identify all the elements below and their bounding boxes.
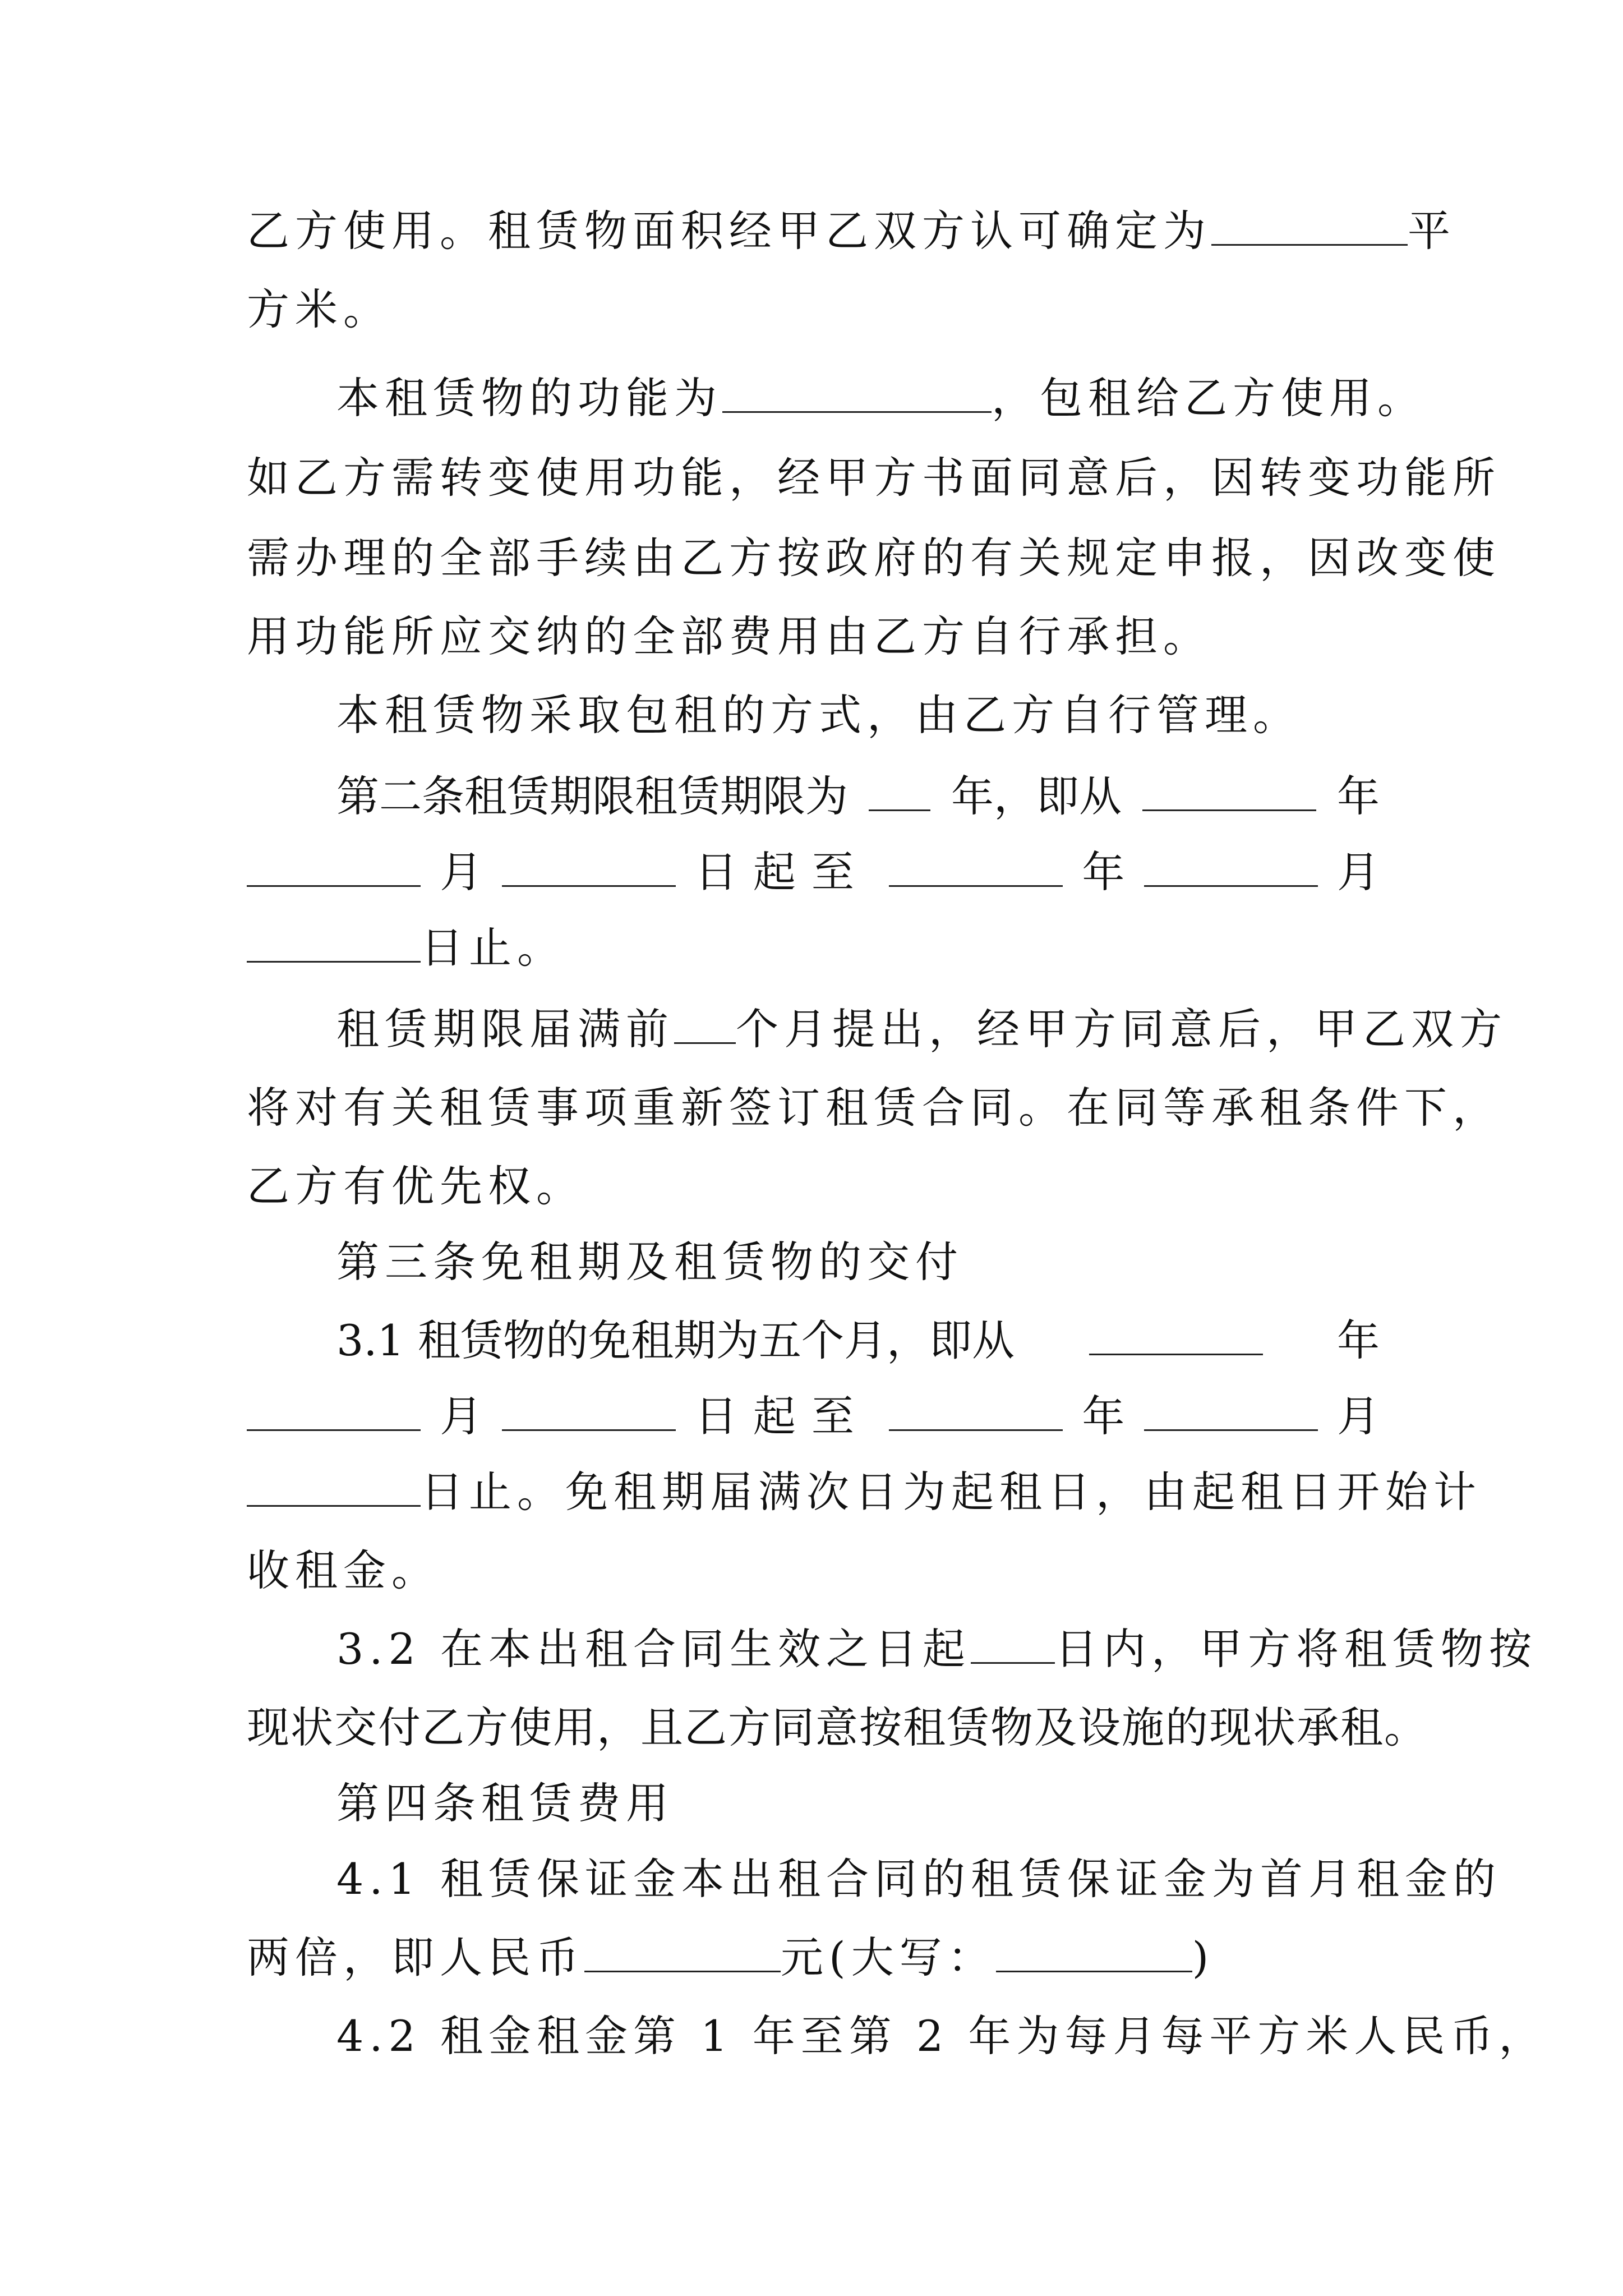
paragraph-line — [247, 276, 1380, 343]
text-segment: 两倍，即人民币 — [247, 1932, 584, 1982]
paragraph-line — [247, 1537, 1380, 1604]
fill-blank — [1089, 1319, 1263, 1355]
paragraph-line — [247, 1924, 1380, 1991]
text-segment: 第三条免租期及租赁物的交付 — [336, 1237, 963, 1287]
text-segment: 3.2 在本出租合同生效之日起 — [336, 1624, 971, 1674]
paragraph-line — [336, 1616, 1538, 1683]
paragraph-line — [336, 2003, 1547, 2070]
text-segment: 年 — [1337, 1315, 1380, 1365]
paragraph-line — [247, 839, 1380, 906]
fill-blank — [1211, 209, 1408, 246]
text-segment: 需办理的全部手续由乙方按政府的有关规定申报，因改变使 — [247, 533, 1501, 583]
text-segment: 日止。 — [421, 923, 565, 973]
paragraph-line — [336, 763, 1380, 830]
text-segment: 将对有关租赁事项重新签订租赁合同。在同等承租条件下， — [247, 1083, 1501, 1133]
text-segment: 日内，甲方将租赁物按 — [1055, 1624, 1538, 1674]
text-segment: 乙方有优先权。 — [247, 1161, 584, 1211]
text-segment: 3.1 租赁物的免租期为五个月，即从 — [336, 1315, 1015, 1365]
paragraph-line — [247, 1074, 1501, 1142]
text-segment: 年 — [1082, 1391, 1125, 1441]
fill-blank — [247, 1470, 421, 1507]
paragraph-line — [247, 1694, 1428, 1761]
text-segment: 第四条租赁费用 — [336, 1778, 674, 1828]
fill-blank — [971, 1627, 1055, 1664]
fill-blank — [722, 376, 992, 413]
paragraph-line — [336, 996, 1507, 1063]
paragraph-line — [247, 197, 1456, 265]
text-segment: 年，即从 — [951, 771, 1122, 821]
text-segment: 用功能所应交纳的全部费用由乙方自行承担。 — [247, 611, 1211, 661]
text-segment: 月 — [1336, 847, 1380, 897]
text-segment: 日起至 — [694, 847, 870, 897]
text-segment: 本租赁物采取包租的方式，由乙方自行管理。 — [336, 690, 1301, 740]
fill-blank — [1144, 850, 1318, 887]
text-segment: 日起至 — [694, 1391, 870, 1441]
text-segment: 年 — [1337, 771, 1380, 821]
fill-blank — [869, 775, 930, 811]
paragraph-line — [247, 1383, 1380, 1450]
fill-blank — [247, 1395, 421, 1431]
text-segment: 月 — [440, 847, 483, 897]
section-heading — [336, 1228, 1380, 1296]
text-segment: 方米。 — [247, 284, 391, 334]
paragraph-line — [336, 1846, 1502, 1913]
paragraph-line — [336, 682, 1380, 749]
text-segment: 个月提出，经甲方同意后，甲乙双方 — [736, 1004, 1507, 1054]
paragraph-line — [247, 603, 1380, 670]
fill-blank — [502, 1395, 676, 1431]
section-heading — [336, 1770, 1380, 1837]
fill-blank — [1142, 775, 1316, 811]
text-segment: 4.1 租赁保证金本出租合同的租赁保证金为首月租金的 — [336, 1854, 1502, 1904]
fill-blank — [889, 850, 1063, 887]
fill-blank — [674, 1007, 736, 1044]
paragraph-line — [247, 1153, 1380, 1220]
text-segment: ，包租给乙方使用。 — [992, 373, 1426, 423]
paragraph-line — [247, 444, 1501, 512]
text-segment: 如乙方需转变使用功能，经甲方书面同意后，因转变功能所 — [247, 453, 1501, 503]
text-segment: 现状交付乙方使用，且乙方同意按租赁物及设施的现状承租。 — [247, 1703, 1428, 1752]
paragraph-line — [247, 524, 1501, 592]
text-segment: 本租赁物的功能为 — [336, 373, 722, 423]
fill-blank — [247, 926, 421, 963]
fill-blank — [502, 850, 676, 887]
paragraph-line — [247, 914, 1380, 982]
fill-blank — [996, 1936, 1192, 1972]
text-segment: 日止。免租期届满次日为起租日，由起租日开始计 — [421, 1467, 1482, 1517]
fill-blank — [1144, 1395, 1318, 1431]
text-segment: 平 — [1408, 206, 1456, 256]
fill-blank — [247, 850, 421, 887]
text-segment: 乙方使用。租赁物面积经甲乙双方认可确定为 — [247, 206, 1211, 256]
text-segment: 年 — [1082, 847, 1125, 897]
text-segment: 月 — [440, 1391, 483, 1441]
text-segment: 第二条租赁期限租赁期限为 — [336, 771, 848, 821]
paragraph-line — [336, 1307, 1380, 1374]
text-segment: 租赁期限届满前 — [336, 1004, 674, 1054]
text-segment: ) — [1192, 1932, 1215, 1982]
text-segment: 月 — [1336, 1391, 1380, 1441]
text-segment: 元(大写： — [781, 1932, 996, 1982]
paragraph-line — [336, 365, 1426, 432]
text-segment: 收租金。 — [247, 1545, 440, 1595]
text-segment: 4.2 租金租金第 1 年至第 2 年为每月每平方米人民币， — [336, 2011, 1547, 2061]
paragraph-line — [247, 1458, 1482, 1526]
fill-blank — [889, 1395, 1063, 1431]
fill-blank — [584, 1936, 781, 1972]
